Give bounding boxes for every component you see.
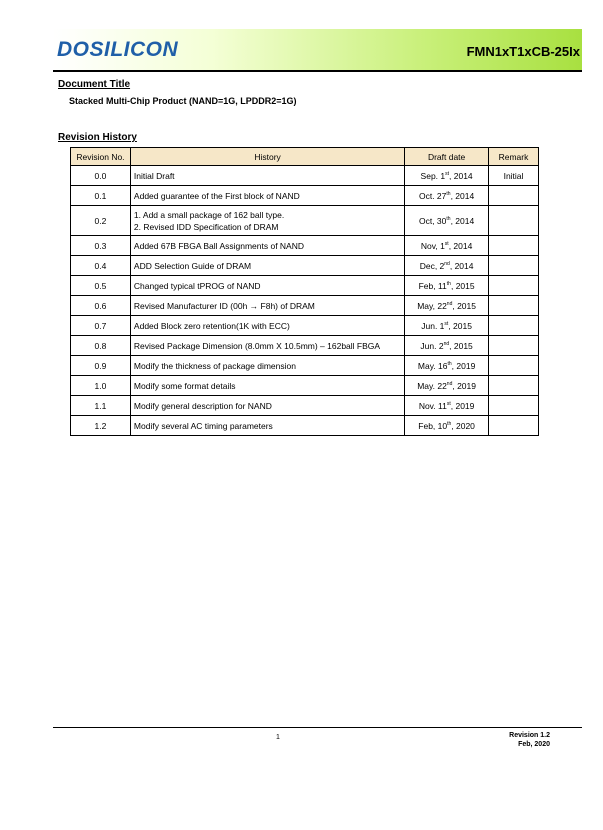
history-line: Added guarantee of the First block of NAND bbox=[133, 190, 300, 201]
date-sup: th bbox=[447, 360, 452, 367]
date-pre: Jun. 2 bbox=[420, 340, 444, 351]
history-line: Modify some format details bbox=[133, 380, 236, 391]
history-line: 2. Revised IDD Specification of DRAM bbox=[133, 221, 279, 232]
date-pre: Dec, 2 bbox=[419, 260, 445, 271]
draft-date-cell bbox=[405, 166, 489, 186]
history-line: Changed typical tPROG of NAND bbox=[133, 280, 261, 291]
history-cell bbox=[130, 236, 404, 256]
revision-number-cell: 1.0 bbox=[71, 376, 131, 396]
table-row bbox=[71, 296, 539, 316]
date-pre: Feb, 10 bbox=[418, 420, 448, 431]
history-cell bbox=[130, 396, 404, 416]
date-pre: Nov. 11 bbox=[418, 400, 447, 411]
remark-cell bbox=[489, 296, 539, 316]
history-line: Modify general description for NAND bbox=[133, 400, 272, 411]
column-header-draft-date: Draft date bbox=[405, 148, 489, 166]
date-pre: May, 22 bbox=[417, 300, 447, 311]
history-line: ADD Selection Guide of DRAM bbox=[133, 260, 252, 271]
footer-revision bbox=[509, 731, 550, 749]
remark-cell bbox=[489, 336, 539, 356]
footer-divider bbox=[53, 727, 582, 728]
date-post: , 2019 bbox=[451, 360, 476, 371]
history-line: Revised Manufacturer ID (00h → F8h) of DRAM bbox=[133, 300, 315, 311]
revision-number-cell: 0.2 bbox=[71, 206, 131, 236]
revision-number-cell: 0.6 bbox=[71, 296, 131, 316]
table-row bbox=[71, 186, 539, 206]
revision-number-cell: 0.0 bbox=[71, 166, 131, 186]
history-line: Added 67B FBGA Ball Assignments of NAND bbox=[133, 240, 305, 251]
revision-number-cell: 0.9 bbox=[71, 356, 131, 376]
history-cell bbox=[130, 206, 404, 236]
table-row bbox=[71, 166, 539, 186]
history-cell bbox=[130, 416, 404, 436]
revision-number-cell: 0.8 bbox=[71, 336, 131, 356]
revision-number-cell: 0.5 bbox=[71, 276, 131, 296]
date-sup: nd bbox=[446, 380, 453, 387]
table-row bbox=[71, 236, 539, 256]
date-pre: Feb, 11 bbox=[418, 280, 447, 291]
draft-date-cell bbox=[405, 206, 489, 236]
date-post: , 2015 bbox=[448, 320, 472, 331]
table-row bbox=[71, 356, 539, 376]
date-sup: st bbox=[446, 400, 451, 407]
date-post: , 2014 bbox=[449, 170, 473, 181]
remark-cell bbox=[489, 376, 539, 396]
date-pre: Oct, 30 bbox=[418, 215, 447, 226]
date-sup: st bbox=[445, 170, 450, 177]
draft-date-cell bbox=[405, 376, 489, 396]
date-post: , 2015 bbox=[450, 280, 475, 291]
footer-revision-number: Revision 1.2 bbox=[509, 732, 550, 739]
draft-date-cell bbox=[405, 296, 489, 316]
table-row bbox=[71, 376, 539, 396]
history-line: Modify several AC timing parameters bbox=[133, 420, 273, 431]
date-pre: Sep. 1 bbox=[420, 170, 446, 181]
date-post: , 2014 bbox=[450, 190, 475, 201]
table-row bbox=[71, 206, 539, 236]
revision-history-table bbox=[70, 147, 539, 436]
page-number: 1 bbox=[276, 734, 280, 741]
history-cell bbox=[130, 256, 404, 276]
document-title-text: Stacked Multi-Chip Product (NAND=1G, LPDDR2=1G) bbox=[69, 96, 297, 106]
history-cell bbox=[130, 186, 404, 206]
revision-number-cell: 0.4 bbox=[71, 256, 131, 276]
date-sup: nd bbox=[446, 300, 453, 307]
table-row bbox=[71, 276, 539, 296]
remark-cell: Initial bbox=[489, 166, 539, 186]
page-header bbox=[53, 29, 582, 72]
history-line: Revised Package Dimension (8.0mm X 10.5mm) – 162ball FBGA bbox=[133, 340, 381, 351]
date-sup: th bbox=[446, 215, 451, 222]
date-post: , 2014 bbox=[449, 260, 474, 271]
date-post: , 2019 bbox=[450, 400, 475, 411]
revision-number-cell: 0.7 bbox=[71, 316, 131, 336]
draft-date-cell bbox=[405, 356, 489, 376]
company-logo: DOSILICON bbox=[57, 38, 179, 61]
table-row bbox=[71, 416, 539, 436]
remark-cell bbox=[489, 356, 539, 376]
history-cell bbox=[130, 356, 404, 376]
revision-number-cell: 1.2 bbox=[71, 416, 131, 436]
date-pre: Jun. 1 bbox=[421, 320, 445, 331]
remark-cell bbox=[489, 236, 539, 256]
history-cell bbox=[130, 276, 404, 296]
date-pre: Nov, 1 bbox=[420, 240, 445, 251]
revision-number-cell: 0.1 bbox=[71, 186, 131, 206]
draft-date-cell bbox=[405, 396, 489, 416]
revision-number-cell: 1.1 bbox=[71, 396, 131, 416]
date-pre: May. 22 bbox=[417, 380, 447, 391]
date-sup: th bbox=[446, 190, 451, 197]
date-sup: nd bbox=[443, 340, 450, 347]
date-pre: Oct. 27 bbox=[418, 190, 447, 201]
revision-history-heading: Revision History bbox=[58, 132, 137, 143]
draft-date-cell bbox=[405, 416, 489, 436]
history-line: Initial Draft bbox=[133, 170, 175, 181]
table-row bbox=[71, 336, 539, 356]
date-sup: st bbox=[444, 240, 449, 247]
date-post: , 2019 bbox=[452, 380, 476, 391]
table-row bbox=[71, 316, 539, 336]
remark-cell bbox=[489, 186, 539, 206]
date-pre: May. 16 bbox=[417, 360, 448, 371]
date-sup: st bbox=[444, 320, 449, 327]
history-line: Modify the thickness of package dimension bbox=[133, 360, 296, 371]
date-post: , 2014 bbox=[450, 215, 475, 226]
history-line: 1. Add a small package of 162 ball type. bbox=[133, 209, 285, 220]
date-post: , 2020 bbox=[451, 420, 475, 431]
date-post: , 2014 bbox=[448, 240, 473, 251]
document-title-heading: Document Title bbox=[58, 79, 131, 90]
history-cell bbox=[130, 296, 404, 316]
history-cell bbox=[130, 336, 404, 356]
date-post: , 2015 bbox=[449, 340, 473, 351]
remark-cell bbox=[489, 276, 539, 296]
remark-cell bbox=[489, 316, 539, 336]
remark-cell bbox=[489, 396, 539, 416]
table-header-row bbox=[71, 148, 539, 166]
draft-date-cell bbox=[405, 336, 489, 356]
date-post: , 2015 bbox=[452, 300, 476, 311]
date-sup: nd bbox=[444, 260, 450, 267]
history-cell bbox=[130, 316, 404, 336]
date-sup: th bbox=[447, 420, 452, 427]
draft-date-cell bbox=[405, 256, 489, 276]
history-cell bbox=[130, 376, 404, 396]
revision-table-body bbox=[71, 166, 539, 436]
table-row bbox=[71, 396, 539, 416]
remark-cell bbox=[489, 416, 539, 436]
revision-number-cell: 0.3 bbox=[71, 236, 131, 256]
column-header-remark: Remark bbox=[489, 148, 539, 166]
column-header-history: History bbox=[130, 148, 404, 166]
part-number: FMN1xT1xCB-25Ix bbox=[466, 44, 580, 59]
remark-cell bbox=[489, 256, 539, 276]
draft-date-cell bbox=[405, 236, 489, 256]
history-line: Added Block zero retention(1K with ECC) bbox=[133, 320, 290, 331]
draft-date-cell bbox=[405, 276, 489, 296]
table-row bbox=[71, 256, 539, 276]
remark-cell bbox=[489, 206, 539, 236]
column-header-revision: Revision No. bbox=[71, 148, 131, 166]
history-cell bbox=[130, 166, 404, 186]
footer-revision-date: Feb, 2020 bbox=[518, 741, 550, 748]
draft-date-cell bbox=[405, 186, 489, 206]
date-sup: th bbox=[446, 280, 451, 287]
draft-date-cell bbox=[405, 316, 489, 336]
